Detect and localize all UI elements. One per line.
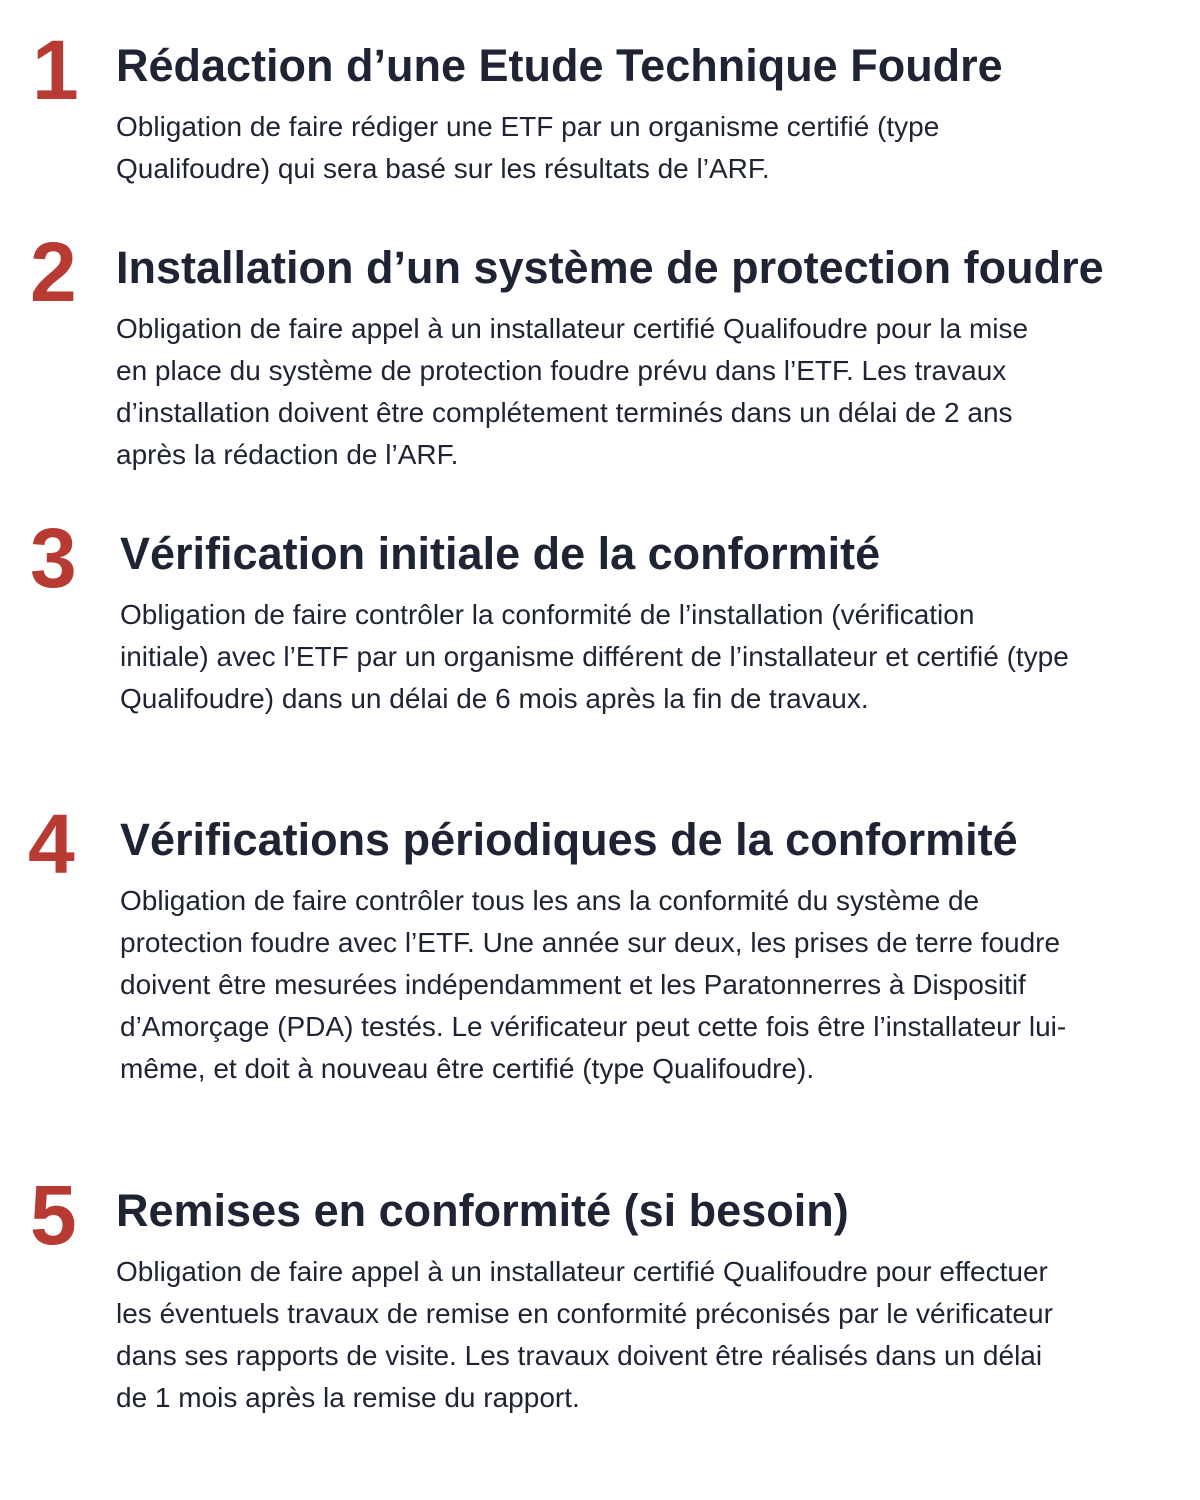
step-number: 4: [28, 797, 75, 891]
step-title: Vérifications périodiques de la conformité: [120, 814, 1018, 865]
step-number: 5: [30, 1168, 77, 1262]
step-text: Obligation de faire appel à un installateur certifié Qualifoudre pour effectuer les éventuels travaux de remise en conformité préconisés par le vérificateur dans ses rapports de visite. Les travaux doivent être réalisés dans un délai de 1 mois après la remise du rapport.: [116, 1256, 1053, 1413]
step-text: Obligation de faire rédiger une ETF par un organisme certifié (type Qualifoudre) qui sera basé sur les résultats de l’ARF.: [116, 111, 940, 184]
step-text: Obligation de faire appel à un installateur certifié Qualifoudre pour la mise en place du système de protection foudre prévu dans l’ETF. Les travaux d’installation doivent être complétement terminés dans un délai de 2 ans après la rédaction de l’ARF.: [116, 313, 1029, 470]
step-title: Rédaction d’une Etude Technique Foudre: [116, 40, 1003, 91]
step-title: Vérification initiale de la conformité: [120, 528, 881, 579]
step-title: Remises en conformité (si besoin): [116, 1185, 849, 1236]
step-title: Installation d’un système de protection foudre: [116, 242, 1104, 293]
step-number: 1: [32, 23, 79, 117]
step-number: 3: [30, 511, 77, 605]
step-text: Obligation de faire contrôler tous les ans la conformité du système de protection foudre avec l’ETF. Une année sur deux, les prises de terre foudre doivent être mesurées indépendamment et les Paratonnerres à Dispositif d’Amorçage (PDA) testés. Le vérificateur peut cette fois être l’installateur lui-même, et doit à nouveau être certifié (type Qualifoudre).: [120, 885, 1067, 1084]
step-text: Obligation de faire contrôler la conformité de l’installation (vérification initiale) avec l’ETF par un organisme différent de l’installateur et certifié (type Qualifoudre) dans un délai de 6 mois après la fin de travaux.: [120, 599, 1069, 714]
step-number: 2: [30, 225, 77, 319]
